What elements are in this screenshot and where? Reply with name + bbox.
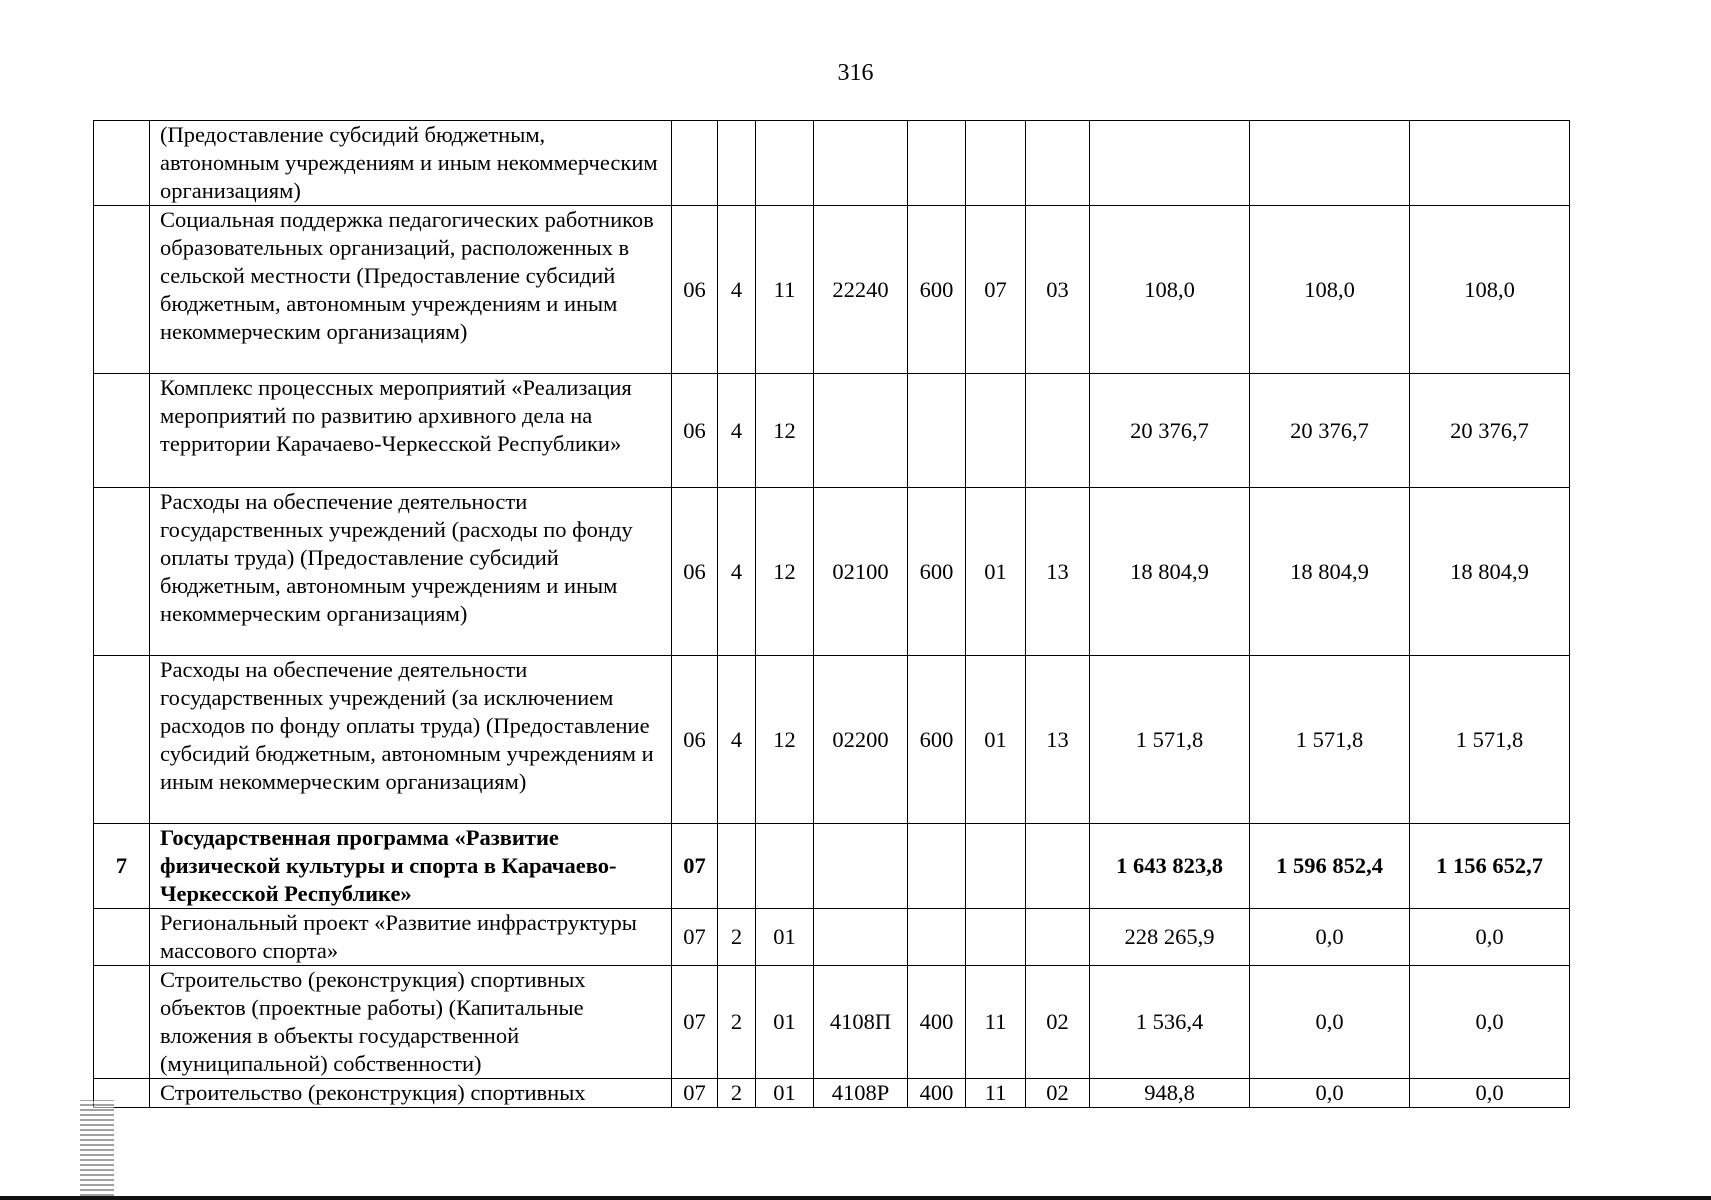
code-direction bbox=[814, 909, 908, 966]
amount-year-1: 20 376,7 bbox=[1090, 374, 1250, 488]
amount-year-1: 228 265,9 bbox=[1090, 909, 1250, 966]
code-subsection bbox=[1026, 824, 1090, 909]
code-type: 4 bbox=[718, 488, 756, 656]
row-description: Социальная поддержка педагогических работников образовательных организаций, расположенных в сельской местности (Предоставление субсидий бюджетным, автономным учреждениям и иным некоммерческим организациям) bbox=[150, 206, 672, 374]
code-subprogram bbox=[756, 121, 814, 206]
amount-year-1: 108,0 bbox=[1090, 206, 1250, 374]
code-type bbox=[718, 824, 756, 909]
code-section bbox=[966, 121, 1026, 206]
code-expense-type: 400 bbox=[908, 966, 966, 1079]
code-program: 06 bbox=[672, 374, 718, 488]
binding-mark bbox=[80, 1100, 114, 1196]
code-section: 07 bbox=[966, 206, 1026, 374]
code-expense-type bbox=[908, 909, 966, 966]
code-subsection: 03 bbox=[1026, 206, 1090, 374]
code-subprogram: 11 bbox=[756, 206, 814, 374]
table-row bbox=[94, 121, 1570, 206]
row-number bbox=[94, 374, 150, 488]
table-row bbox=[94, 206, 1570, 374]
code-expense-type bbox=[908, 824, 966, 909]
row-number: 7 bbox=[94, 824, 150, 909]
code-subprogram: 01 bbox=[756, 909, 814, 966]
row-description: Расходы на обеспечение деятельности государственных учреждений (за исключением расходов по фонду оплаты труда) (Предоставление субсидий бюджетным, автономным учреждениям и иным некоммерческим организациям) bbox=[150, 656, 672, 824]
code-direction: 4108П bbox=[814, 966, 908, 1079]
code-section: 01 bbox=[966, 488, 1026, 656]
amount-year-1: 948,8 bbox=[1090, 1079, 1250, 1108]
code-program: 06 bbox=[672, 488, 718, 656]
code-expense-type: 600 bbox=[908, 656, 966, 824]
amount-year-1: 1 536,4 bbox=[1090, 966, 1250, 1079]
row-number bbox=[94, 121, 150, 206]
amount-year-2 bbox=[1250, 121, 1410, 206]
amount-year-1: 1 571,8 bbox=[1090, 656, 1250, 824]
code-subsection: 02 bbox=[1026, 1079, 1090, 1108]
code-section: 01 bbox=[966, 656, 1026, 824]
code-subprogram: 12 bbox=[756, 488, 814, 656]
code-expense-type bbox=[908, 374, 966, 488]
code-program: 07 bbox=[672, 909, 718, 966]
table-row bbox=[94, 488, 1570, 656]
row-description: Строительство (реконструкция) спортивных объектов (проектные работы) (Капитальные вложения в объекты государственной (муниципальной) собственности) bbox=[150, 966, 672, 1079]
amount-year-3: 0,0 bbox=[1410, 909, 1570, 966]
amount-year-3: 1 156 652,7 bbox=[1410, 824, 1570, 909]
code-direction bbox=[814, 824, 908, 909]
code-expense-type bbox=[908, 121, 966, 206]
code-type: 4 bbox=[718, 206, 756, 374]
code-subprogram: 01 bbox=[756, 1079, 814, 1108]
amount-year-3: 18 804,9 bbox=[1410, 488, 1570, 656]
amount-year-2: 18 804,9 bbox=[1250, 488, 1410, 656]
code-subprogram: 12 bbox=[756, 374, 814, 488]
amount-year-1: 18 804,9 bbox=[1090, 488, 1250, 656]
code-program: 07 bbox=[672, 966, 718, 1079]
table-row bbox=[94, 966, 1570, 1079]
amount-year-3: 0,0 bbox=[1410, 966, 1570, 1079]
code-expense-type: 600 bbox=[908, 488, 966, 656]
row-number bbox=[94, 656, 150, 824]
budget-table bbox=[93, 120, 1570, 1108]
code-subprogram: 12 bbox=[756, 656, 814, 824]
scan-edge bbox=[0, 1196, 1711, 1200]
code-direction: 02100 bbox=[814, 488, 908, 656]
code-direction bbox=[814, 374, 908, 488]
code-program: 07 bbox=[672, 824, 718, 909]
row-number bbox=[94, 966, 150, 1079]
amount-year-1 bbox=[1090, 121, 1250, 206]
code-direction: 22240 bbox=[814, 206, 908, 374]
row-number bbox=[94, 488, 150, 656]
table-row bbox=[94, 656, 1570, 824]
row-description: Строительство (реконструкция) спортивных bbox=[150, 1079, 672, 1108]
code-section: 11 bbox=[966, 966, 1026, 1079]
code-section bbox=[966, 824, 1026, 909]
row-description: Государственная программа «Развитие физической культуры и спорта в Карачаево-Черкесской Республике» bbox=[150, 824, 672, 909]
code-direction: 02200 bbox=[814, 656, 908, 824]
code-subsection bbox=[1026, 909, 1090, 966]
row-description: Расходы на обеспечение деятельности государственных учреждений (расходы по фонду оплаты труда) (Предоставление субсидий бюджетным, автономным учреждениям и иным некоммерческим организациям) bbox=[150, 488, 672, 656]
row-description: Комплекс процессных мероприятий «Реализация мероприятий по развитию архивного дела на территории Карачаево-Черкесской Республики» bbox=[150, 374, 672, 488]
code-type bbox=[718, 121, 756, 206]
code-subprogram: 01 bbox=[756, 966, 814, 1079]
row-number bbox=[94, 909, 150, 966]
code-subsection: 13 bbox=[1026, 488, 1090, 656]
page-number: 316 bbox=[837, 60, 874, 86]
code-subprogram bbox=[756, 824, 814, 909]
code-subsection bbox=[1026, 374, 1090, 488]
code-section bbox=[966, 374, 1026, 488]
amount-year-2: 0,0 bbox=[1250, 909, 1410, 966]
amount-year-1: 1 643 823,8 bbox=[1090, 824, 1250, 909]
table-row bbox=[94, 1079, 1570, 1108]
code-subsection: 13 bbox=[1026, 656, 1090, 824]
code-expense-type: 400 bbox=[908, 1079, 966, 1108]
code-expense-type: 600 bbox=[908, 206, 966, 374]
code-direction bbox=[814, 121, 908, 206]
code-type: 4 bbox=[718, 374, 756, 488]
code-type: 4 bbox=[718, 656, 756, 824]
code-type: 2 bbox=[718, 966, 756, 1079]
table-row bbox=[94, 824, 1570, 909]
amount-year-3: 20 376,7 bbox=[1410, 374, 1570, 488]
amount-year-2: 0,0 bbox=[1250, 966, 1410, 1079]
code-section: 11 bbox=[966, 1079, 1026, 1108]
table-row bbox=[94, 909, 1570, 966]
code-program: 06 bbox=[672, 206, 718, 374]
code-program bbox=[672, 121, 718, 206]
amount-year-3 bbox=[1410, 121, 1570, 206]
code-type: 2 bbox=[718, 1079, 756, 1108]
row-description: Региональный проект «Развитие инфраструктуры массового спорта» bbox=[150, 909, 672, 966]
code-program: 07 bbox=[672, 1079, 718, 1108]
code-type: 2 bbox=[718, 909, 756, 966]
amount-year-2: 1 571,8 bbox=[1250, 656, 1410, 824]
amount-year-3: 0,0 bbox=[1410, 1079, 1570, 1108]
table-row bbox=[94, 374, 1570, 488]
amount-year-2: 108,0 bbox=[1250, 206, 1410, 374]
code-subsection: 02 bbox=[1026, 966, 1090, 1079]
code-section bbox=[966, 909, 1026, 966]
amount-year-2: 0,0 bbox=[1250, 1079, 1410, 1108]
code-direction: 4108Р bbox=[814, 1079, 908, 1108]
amount-year-3: 108,0 bbox=[1410, 206, 1570, 374]
row-description: (Предоставление субсидий бюджетным, автономным учреждениям и иным некоммерческим организациям) bbox=[150, 121, 672, 206]
code-program: 06 bbox=[672, 656, 718, 824]
amount-year-2: 20 376,7 bbox=[1250, 374, 1410, 488]
amount-year-3: 1 571,8 bbox=[1410, 656, 1570, 824]
row-number bbox=[94, 206, 150, 374]
amount-year-2: 1 596 852,4 bbox=[1250, 824, 1410, 909]
code-subsection bbox=[1026, 121, 1090, 206]
